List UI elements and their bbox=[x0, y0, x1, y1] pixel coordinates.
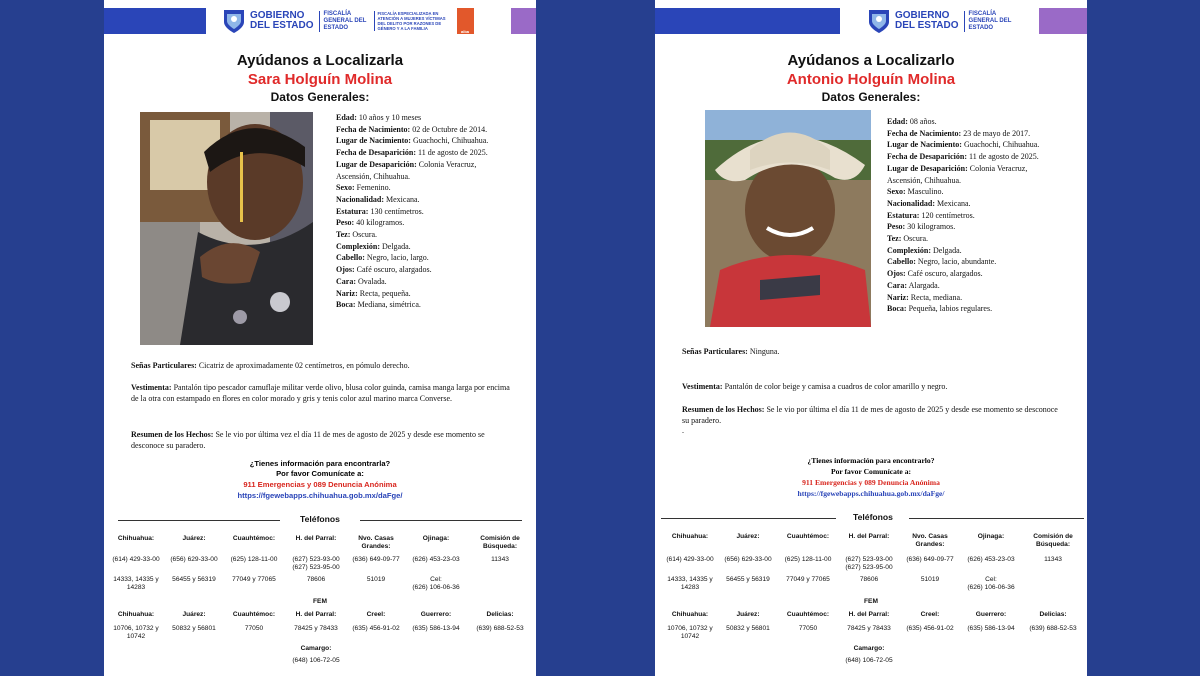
field-value: Recta, mediana. bbox=[910, 292, 963, 302]
field-value: Alargada. bbox=[908, 280, 940, 290]
office-extension: 78606 bbox=[306, 576, 326, 583]
office-header: H. del Parral: bbox=[295, 535, 337, 542]
field-value: Delgada. bbox=[933, 245, 962, 255]
resumen-value: Se le vio por última vez el día 11 de mes de agosto de 2025 y desde ese momento se desconoce su paradero. bbox=[131, 430, 485, 450]
contact-comunicate: Por favor Comunícate a: bbox=[830, 467, 912, 476]
office-header: Nvo. Casas Grandes: bbox=[912, 533, 948, 548]
fem-office-phone: 77050 bbox=[798, 625, 818, 632]
field-label: Nacionalidad: bbox=[887, 198, 936, 208]
office-header: H. del Parral: bbox=[848, 533, 890, 540]
fem-office-phone: 10706, 10732 y 10742 bbox=[113, 625, 159, 640]
office-header: Juárez: bbox=[182, 535, 206, 542]
contact-question: ¿Tienes información para encontrarla? bbox=[249, 459, 391, 468]
fem-office-phone: 78425 y 78433 bbox=[294, 625, 338, 632]
office-phone: (614) 429-33-00 bbox=[666, 556, 714, 563]
office-phone: 11343 bbox=[491, 556, 509, 563]
office-extension: 14333, 14335 y 14283 bbox=[667, 576, 713, 591]
fem-title: FEM bbox=[313, 598, 327, 605]
telefonos-title: Teléfonos bbox=[300, 514, 340, 524]
office-extension: 78606 bbox=[859, 576, 879, 583]
field-label: Ojos: bbox=[887, 269, 906, 279]
section-title: Datos Generales: bbox=[270, 90, 370, 104]
field-value: Mexicana. bbox=[937, 198, 971, 208]
fem-office-header: Guerrero: bbox=[975, 611, 1007, 618]
emergency-numbers: 911 Emergencias y 089 Denuncia Anónima bbox=[802, 478, 940, 487]
office-phone: (636) 649-09-77 bbox=[352, 556, 400, 563]
office-extension: Cel: (626) 106-06-36 bbox=[412, 576, 460, 591]
contact-comunicate: Por favor Comunícate a: bbox=[276, 469, 364, 478]
field-value: Negro, lacio, abundante. bbox=[917, 257, 997, 267]
vestimenta-value: Pantalón de color beige y camisa a cuadros de color amarillo y negro. bbox=[724, 382, 948, 391]
fem-office-phone: 10706, 10732 y 10742 bbox=[667, 625, 713, 640]
field-value: 02 de Octubre de 2014. bbox=[412, 124, 488, 134]
senas-value: Ninguna. bbox=[749, 347, 780, 356]
gobierno-label: GOBIERNO DEL ESTADO bbox=[250, 10, 314, 31]
office-phone: (614) 429-33-00 bbox=[112, 556, 160, 563]
field-value: Guachochi, Chihuahua. bbox=[963, 140, 1040, 150]
camargo-label: Camargo: bbox=[853, 645, 885, 652]
field-label: Sexo: bbox=[887, 187, 906, 197]
fem-office-header: H. del Parral: bbox=[295, 611, 337, 618]
resumen-extra: . bbox=[682, 426, 684, 435]
field-value: Pequeña, labios regulares. bbox=[908, 304, 993, 314]
office-header: Comisión de Búsqueda: bbox=[480, 535, 520, 550]
field-label: Tez: bbox=[336, 230, 351, 240]
field-value: 120 centímetros. bbox=[921, 210, 975, 220]
fem-office-header: Chihuahua: bbox=[117, 611, 155, 618]
office-extension: 14333, 14335 y 14283 bbox=[113, 576, 159, 591]
fem-office-phone: 50832 y 56801 bbox=[172, 625, 216, 632]
fem-office-header: Creel: bbox=[920, 611, 940, 618]
field-label: Tez: bbox=[887, 234, 902, 244]
office-phone: 11343 bbox=[1044, 556, 1062, 563]
alba-logo: alba bbox=[457, 8, 474, 34]
camargo-phone: (648) 106-72-05 bbox=[845, 657, 893, 664]
field-label: Edad: bbox=[887, 117, 908, 126]
fem-office-phone: (635) 456-91-02 bbox=[906, 625, 954, 632]
senas-label: Señas Particulares: bbox=[682, 347, 748, 356]
resumen-value: Se le vio por última el día 11 de mes de agosto de 2025 y desde ese momento se desconoce su paradero. bbox=[682, 405, 1058, 425]
field-value: Ovalada. bbox=[358, 276, 387, 286]
senas-label: Señas Particulares: bbox=[131, 361, 197, 370]
senas-value: Cicatriz de aproximadamente 02 centímetros, en pómulo derecho. bbox=[198, 361, 410, 370]
field-label: Estatura: bbox=[336, 206, 369, 216]
missing-poster-right bbox=[655, 0, 1087, 676]
fiscalia-label: FISCALÍA GENERAL DEL ESTADO bbox=[964, 11, 1015, 32]
field-value: Colonia Veracruz, bbox=[418, 159, 477, 169]
field-value: Mexicana. bbox=[386, 194, 420, 204]
field-value: Masculino. bbox=[907, 187, 944, 197]
office-phone: (625) 128-11-00 bbox=[230, 556, 278, 563]
field-label: Estatura: bbox=[887, 210, 920, 220]
fiscalia-label: FISCALÍA GENERAL DEL ESTADO bbox=[319, 11, 370, 32]
office-extension: 56455 y 56319 bbox=[172, 576, 216, 583]
poster-heading: Ayúdanos a Localizarlo bbox=[787, 52, 955, 69]
field-value: Oscura. bbox=[352, 230, 378, 240]
office-header: Ojinaga: bbox=[422, 535, 450, 542]
office-extension: 56455 y 56319 bbox=[726, 576, 770, 583]
field-value: Guachochi, Chihuahua. bbox=[412, 136, 489, 146]
fem-office-header: Cuauhtémoc: bbox=[232, 611, 276, 618]
field-label: Fecha de Nacimiento: bbox=[887, 128, 962, 138]
office-extension: 77049 y 77065 bbox=[232, 576, 276, 583]
office-phone: (626) 453-23-03 bbox=[412, 556, 460, 563]
field-value: Delgada. bbox=[382, 241, 411, 251]
field-value: Mediana, simétrica. bbox=[357, 300, 421, 310]
field-value: Femenino. bbox=[356, 183, 391, 193]
office-header: Comisión de Búsqueda: bbox=[1033, 533, 1073, 548]
field-label: Cabello: bbox=[887, 257, 916, 267]
contact-question: ¿Tienes información para encontrarlo? bbox=[807, 456, 935, 465]
field-value: Ascensión, Chihuahua. bbox=[887, 175, 961, 185]
field-label: Complexión: bbox=[887, 245, 931, 255]
field-label: Nacionalidad: bbox=[336, 194, 385, 204]
fem-office-header: Delicias: bbox=[486, 611, 514, 618]
fem-office-phone: (639) 688-52-53 bbox=[476, 625, 524, 632]
resumen-label: Resumen de los Hechos: bbox=[682, 405, 765, 414]
field-value: 40 kilogramos. bbox=[356, 218, 405, 228]
field-label: Cabello: bbox=[336, 253, 365, 263]
fem-office-header: H. del Parral: bbox=[848, 611, 890, 618]
field-value: Oscura. bbox=[903, 234, 929, 244]
field-value: Ascensión, Chihuahua. bbox=[336, 171, 410, 181]
emergency-numbers: 911 Emergencias y 089 Denuncia Anónima bbox=[243, 480, 397, 489]
fem-office-header: Creel: bbox=[366, 611, 386, 618]
vestimenta-label: Vestimenta: bbox=[131, 383, 172, 392]
field-value: 130 centímetros. bbox=[370, 206, 424, 216]
fem-office-header: Juárez: bbox=[182, 611, 206, 618]
field-label: Nariz: bbox=[336, 288, 358, 298]
fem-office-phone: (635) 586-13-94 bbox=[967, 625, 1015, 632]
office-header: Cuauhtémoc: bbox=[786, 533, 830, 540]
office-extension: 51019 bbox=[366, 576, 386, 583]
field-value: Colonia Veracruz, bbox=[969, 163, 1028, 173]
field-value: 10 años y 10 meses bbox=[358, 113, 422, 122]
field-label: Boca: bbox=[336, 300, 356, 310]
fem-office-header: Juárez: bbox=[736, 611, 760, 618]
office-phone: (627) 523-93-00 (627) 523-95-00 bbox=[845, 556, 893, 571]
field-label: Lugar de Desaparición: bbox=[336, 159, 417, 169]
office-extension: Cel: (626) 106-06-36 bbox=[967, 576, 1015, 591]
fem-office-header: Chihuahua: bbox=[671, 611, 709, 618]
resumen-label: Resumen de los Hechos: bbox=[131, 430, 214, 439]
field-label: Nariz: bbox=[887, 292, 909, 302]
field-label: Peso: bbox=[887, 222, 906, 232]
field-value: 11 de agosto de 2025. bbox=[418, 148, 488, 158]
office-header: Chihuahua: bbox=[671, 533, 709, 540]
field-label: Fecha de Desaparición: bbox=[336, 148, 416, 158]
field-value: 08 años. bbox=[909, 117, 937, 126]
missing-poster-left bbox=[104, 0, 536, 676]
fem-office-phone: 78425 y 78433 bbox=[847, 625, 891, 632]
office-header: Nvo. Casas Grandes: bbox=[358, 535, 394, 550]
person-name: Sara Holguín Molina bbox=[247, 71, 393, 88]
field-label: Edad: bbox=[336, 113, 357, 122]
report-link[interactable]: https://fgewebapps.chihuahua.gob.mx/daFge/ bbox=[797, 489, 945, 498]
telefonos-table bbox=[104, 0, 536, 676]
fem-office-phone: (635) 456-91-02 bbox=[352, 625, 400, 632]
telefonos-title: Teléfonos bbox=[853, 512, 893, 522]
field-label: Complexión: bbox=[336, 241, 380, 251]
office-extension: 77049 y 77065 bbox=[786, 576, 830, 583]
field-label: Lugar de Nacimiento: bbox=[887, 140, 962, 150]
vestimenta-value: Pantalón tipo pescador camuflaje militar verde olivo, blusa color guinda, camisa manga larga por encima de la otra con estampado en flores en color morado y gris y tenis color azul marino marca Converse. bbox=[131, 383, 510, 403]
fem-office-header: Cuauhtémoc: bbox=[786, 611, 830, 618]
report-link[interactable]: https://fgewebapps.chihuahua.gob.mx/daFge/ bbox=[237, 491, 403, 500]
office-header: Juárez: bbox=[736, 533, 760, 540]
field-value: 23 de mayo de 2017. bbox=[963, 128, 1031, 138]
office-phone: (656) 629-33-00 bbox=[724, 556, 772, 563]
fem-office-phone: (639) 688-52-53 bbox=[1029, 625, 1077, 632]
fem-title: FEM bbox=[864, 598, 878, 605]
vestimenta-label: Vestimenta: bbox=[682, 382, 723, 391]
field-label: Cara: bbox=[336, 276, 356, 286]
field-label: Fecha de Nacimiento: bbox=[336, 124, 411, 134]
field-value: Recta, pequeña. bbox=[359, 288, 411, 298]
person-name: Antonio Holguín Molina bbox=[786, 71, 956, 88]
section-title: Datos Generales: bbox=[821, 90, 921, 104]
field-value: Negro, lacio, largo. bbox=[366, 253, 429, 263]
gobierno-label: GOBIERNO DEL ESTADO bbox=[895, 10, 959, 31]
field-label: Lugar de Nacimiento: bbox=[336, 136, 411, 146]
field-label: Ojos: bbox=[336, 265, 355, 275]
field-label: Boca: bbox=[887, 304, 907, 314]
poster-heading: Ayúdanos a Localizarla bbox=[236, 52, 404, 69]
field-label: Lugar de Desaparición: bbox=[887, 163, 968, 173]
field-value: Café oscuro, alargados. bbox=[356, 265, 432, 275]
fiscalia-especial-label: FISCALÍA ESPECIALIZADA EN ATENCIÓN A MUJERES VÍCTIMAS DEL DELITO POR RAZONES DE GÉNERO Y A LA FAMILIA bbox=[374, 11, 454, 31]
field-label: Peso: bbox=[336, 218, 355, 228]
fem-office-phone: 50832 y 56801 bbox=[726, 625, 770, 632]
camargo-label: Camargo: bbox=[300, 645, 332, 652]
field-value: 30 kilogramos. bbox=[907, 222, 956, 232]
field-label: Fecha de Desaparición: bbox=[887, 152, 967, 162]
office-phone: (625) 128-11-00 bbox=[784, 556, 832, 563]
office-extension: 51019 bbox=[920, 576, 940, 583]
field-label: Sexo: bbox=[336, 183, 355, 193]
office-phone: (627) 523-93-00 (627) 523-95-00 bbox=[292, 556, 340, 571]
telefonos-table bbox=[655, 0, 1087, 676]
office-phone: (656) 629-33-00 bbox=[170, 556, 218, 563]
field-value: Café oscuro, alargados. bbox=[907, 269, 983, 279]
fem-office-phone: (635) 586-13-94 bbox=[412, 625, 460, 632]
field-value: 11 de agosto de 2025. bbox=[969, 152, 1039, 162]
fem-office-header: Delicias: bbox=[1039, 611, 1067, 618]
camargo-phone: (648) 106-72-05 bbox=[292, 657, 340, 664]
office-phone: (626) 453-23-03 bbox=[967, 556, 1015, 563]
office-header: Ojinaga: bbox=[977, 533, 1005, 540]
office-phone: (636) 649-09-77 bbox=[906, 556, 954, 563]
office-header: Cuauhtémoc: bbox=[232, 535, 276, 542]
office-header: Chihuahua: bbox=[117, 535, 155, 542]
field-label: Cara: bbox=[887, 280, 907, 290]
fem-office-header: Guerrero: bbox=[420, 611, 452, 618]
fem-office-phone: 77050 bbox=[244, 625, 264, 632]
